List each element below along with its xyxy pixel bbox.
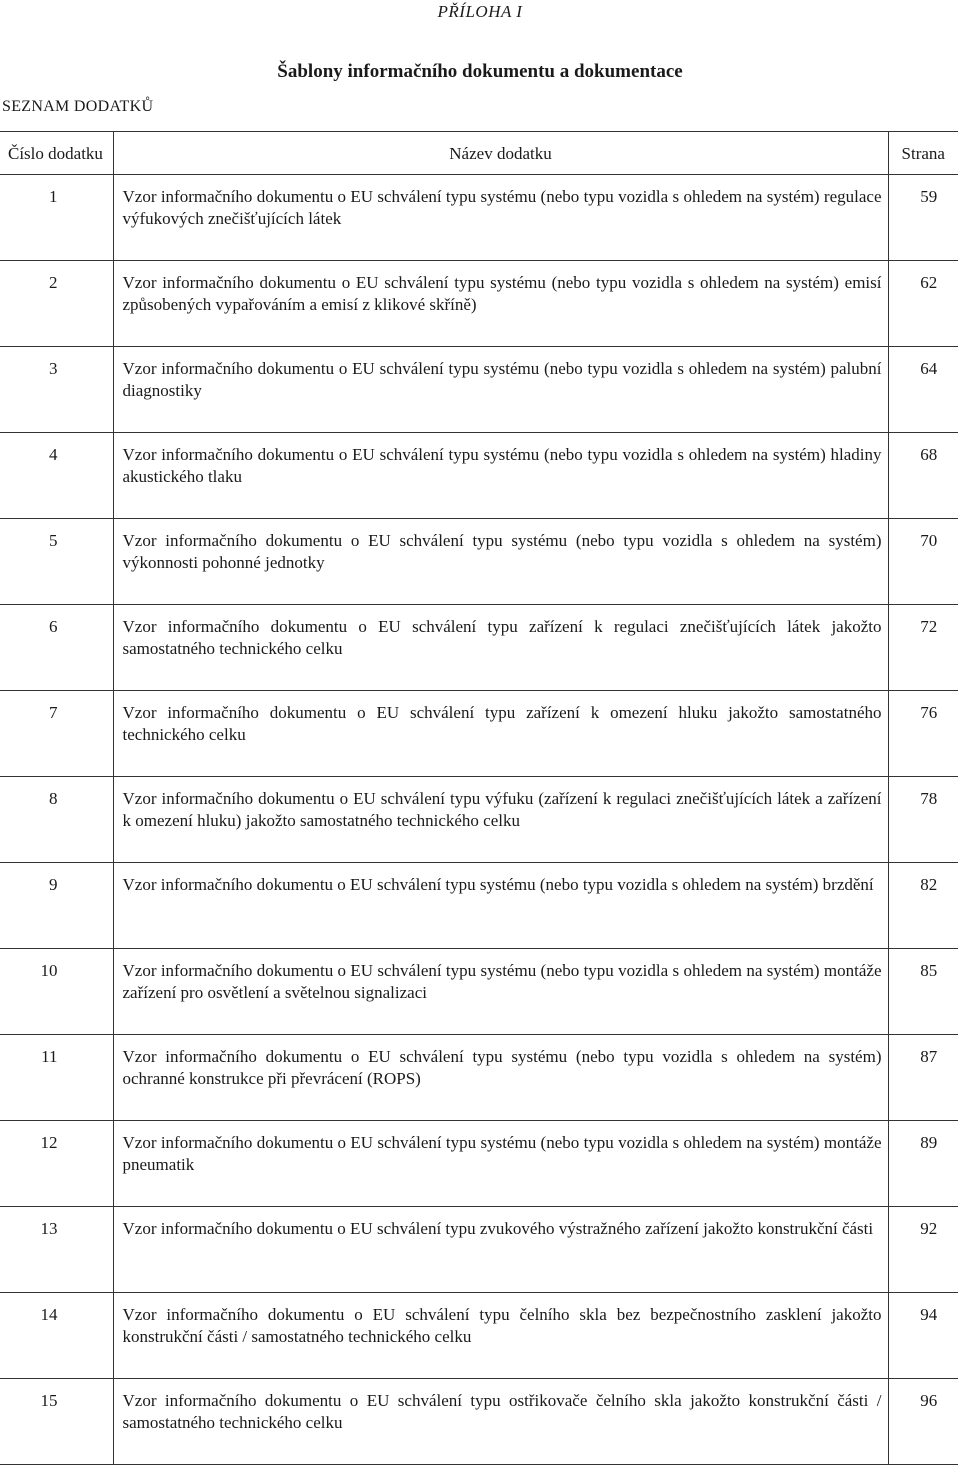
column-header-number: Číslo dodatku (0, 132, 113, 175)
appendix-page: 82 (888, 863, 958, 949)
appendix-page: 64 (888, 347, 958, 433)
appendix-name: Vzor informačního dokumentu o EU schválení typu systému (nebo typu vozidla s ohledem na systém) montáže pneumatik (113, 1121, 888, 1207)
appendix-name: Vzor informačního dokumentu o EU schválení typu zařízení k omezení hluku jakožto samostatného technického celku (113, 691, 888, 777)
table-row (0, 433, 958, 519)
appendix-name: Vzor informačního dokumentu o EU schválení typu výfuku (zařízení k regulaci znečišťujících látek a zařízení k omezení hluku) jakožto samostatného technického celku (113, 777, 888, 863)
appendix-page: 92 (888, 1207, 958, 1293)
table-row (0, 777, 958, 863)
appendix-name: Vzor informačního dokumentu o EU schválení typu systému (nebo typu vozidla s ohledem na systém) hladiny akustického tlaku (113, 433, 888, 519)
table-row (0, 1293, 958, 1379)
appendix-number: 7 (0, 691, 113, 777)
column-header-name: Název dodatku (113, 132, 888, 175)
appendix-page: 89 (888, 1121, 958, 1207)
table-row (0, 1379, 958, 1465)
appendix-name: Vzor informačního dokumentu o EU schválení typu zařízení k regulaci znečišťujících látek jakožto samostatného technického celku (113, 605, 888, 691)
document-title: Šablony informačního dokumentu a dokumentace (277, 61, 683, 82)
appendix-page: 94 (888, 1293, 958, 1379)
appendix-page: 62 (888, 261, 958, 347)
annex-label: PŘÍLOHA I (437, 2, 523, 21)
appendix-number: 10 (0, 949, 113, 1035)
appendix-number: 15 (0, 1379, 113, 1465)
column-header-page: Strana (888, 132, 958, 175)
appendix-number: 12 (0, 1121, 113, 1207)
appendix-page: 72 (888, 605, 958, 691)
table-row (0, 1207, 958, 1293)
appendix-number: 9 (0, 863, 113, 949)
appendix-number: 14 (0, 1293, 113, 1379)
table-row (0, 261, 958, 347)
appendix-name: Vzor informačního dokumentu o EU schválení typu systému (nebo typu vozidla s ohledem na systém) brzdění (113, 863, 888, 949)
appendix-page: 78 (888, 777, 958, 863)
table-row (0, 175, 958, 261)
table-row (0, 519, 958, 605)
appendix-page: 85 (888, 949, 958, 1035)
appendix-list-title: SEZNAM DODATKŮ (2, 98, 154, 115)
appendix-number: 6 (0, 605, 113, 691)
appendix-page: 87 (888, 1035, 958, 1121)
appendix-page: 70 (888, 519, 958, 605)
appendix-name: Vzor informačního dokumentu o EU schválení typu ostřikovače čelního skla jakožto konstrukční části / samostatného technického celku (113, 1379, 888, 1465)
appendix-name: Vzor informačního dokumentu o EU schválení typu systému (nebo typu vozidla s ohledem na systém) palubní diagnostiky (113, 347, 888, 433)
appendix-table (0, 131, 958, 1465)
table-header-row (0, 132, 958, 175)
appendix-name: Vzor informačního dokumentu o EU schválení typu systému (nebo typu vozidla s ohledem na systém) ochranné konstrukce při převrácení (ROPS) (113, 1035, 888, 1121)
table-row (0, 949, 958, 1035)
appendix-page: 68 (888, 433, 958, 519)
appendix-page: 96 (888, 1379, 958, 1465)
table-row (0, 605, 958, 691)
appendix-name: Vzor informačního dokumentu o EU schválení typu systému (nebo typu vozidla s ohledem na systém) emisí způsobených vypařováním a emisí z klikové skříně) (113, 261, 888, 347)
appendix-page: 76 (888, 691, 958, 777)
appendix-page: 59 (888, 175, 958, 261)
table-row (0, 863, 958, 949)
appendix-number: 8 (0, 777, 113, 863)
table-row (0, 1035, 958, 1121)
table-row (0, 1121, 958, 1207)
appendix-number: 3 (0, 347, 113, 433)
appendix-number: 2 (0, 261, 113, 347)
appendix-name: Vzor informačního dokumentu o EU schválení typu zvukového výstražného zařízení jakožto konstrukční části (113, 1207, 888, 1293)
table-row (0, 347, 958, 433)
appendix-number: 11 (0, 1035, 113, 1121)
appendix-name: Vzor informačního dokumentu o EU schválení typu systému (nebo typu vozidla s ohledem na systém) montáže zařízení pro osvětlení a světelnou signalizaci (113, 949, 888, 1035)
appendix-number: 1 (0, 175, 113, 261)
appendix-name: Vzor informačního dokumentu o EU schválení typu systému (nebo typu vozidla s ohledem na systém) regulace výfukových znečišťujících látek (113, 175, 888, 261)
appendix-number: 5 (0, 519, 113, 605)
appendix-name: Vzor informačního dokumentu o EU schválení typu čelního skla bez bezpečnostního zasklení jakožto konstrukční části / samostatného technického celku (113, 1293, 888, 1379)
appendix-name: Vzor informačního dokumentu o EU schválení typu systému (nebo typu vozidla s ohledem na systém) výkonnosti pohonné jednotky (113, 519, 888, 605)
appendix-number: 4 (0, 433, 113, 519)
table-row (0, 691, 958, 777)
appendix-number: 13 (0, 1207, 113, 1293)
